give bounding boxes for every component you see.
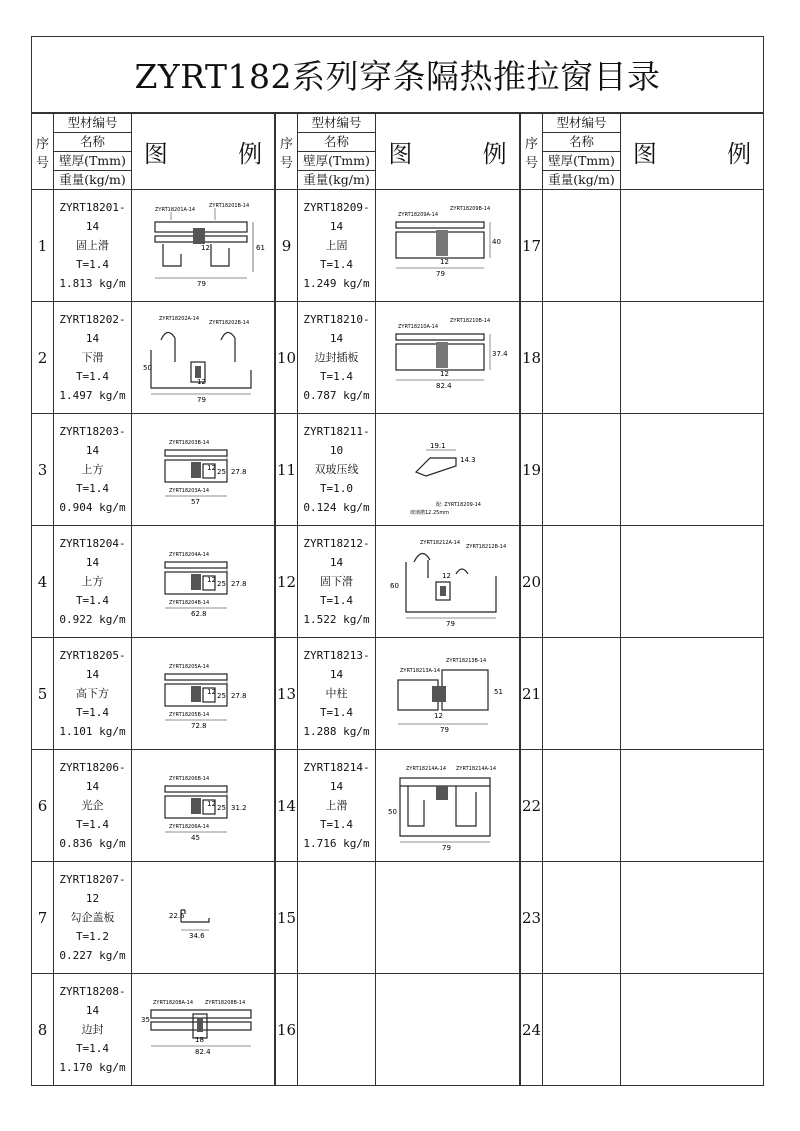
profile-drawing [141,422,265,518]
profile-name: 上滑 [325,799,348,812]
catalog-table [520,113,764,1086]
profile-figure [376,974,520,1086]
profile-thickness: T=1.4 [319,706,354,719]
row-number: 2 [32,302,54,414]
profile-thickness: T=1.2 [75,930,110,943]
header-weight: 重量(kg/m) [54,171,132,190]
profile-figure [621,526,764,638]
profile-weight: 1.170 kg/m [59,1061,126,1074]
fig-label: 27.8 [231,579,247,588]
profile-info [298,862,376,974]
table-row [32,526,275,638]
profile-info [54,190,132,302]
profile-figure [621,862,764,974]
profile-code: ZYRT18204-14 [59,537,126,569]
header-name: 名称 [298,133,376,152]
fig-label: 12 [439,369,449,378]
table-row [276,638,520,750]
fig-label: 12 [207,575,216,584]
profile-drawing [141,870,265,966]
profile-name: 中柱 [325,687,348,700]
profile-code: ZYRT18201-14 [59,201,126,233]
fig-label: 82.4 [435,381,452,390]
profile-weight: 1.522 kg/m [303,613,370,626]
fig-label: ZYRT18212A-14 [419,539,460,546]
fig-label: 玻璃槽12.25mm [409,509,449,516]
fig-label: ZYRT18212B-14 [465,543,506,550]
profile-figure [376,302,520,414]
profile-weight: 1.497 kg/m [59,389,126,402]
fig-label: 19.1 [429,441,446,450]
profile-drawing [386,198,510,294]
row-number: 9 [276,190,298,302]
fig-label: 25 [217,803,226,812]
profile-thickness: T=1.4 [319,370,354,383]
profile-figure [376,638,520,750]
profile-figure [621,974,764,1086]
fig-label: ZYRT18213A-14 [399,667,440,674]
fig-label: ZYRT18214A-14 [455,765,496,772]
table-row [521,862,764,974]
profile-thickness: T=1.4 [75,258,110,271]
row-number: 3 [32,414,54,526]
profile-figure [376,190,520,302]
table-row [521,974,764,1086]
profile-info [298,750,376,862]
profile-info [54,862,132,974]
profile-thickness: T=1.4 [75,482,110,495]
fig-label: ZYRT18210A-14 [397,323,438,330]
profile-name: 高下方 [76,687,109,700]
row-number: 19 [521,414,543,526]
table-row [276,862,520,974]
row-number: 8 [32,974,54,1086]
fig-label: 61 [256,243,265,252]
profile-info [543,862,621,974]
profile-figure [621,302,764,414]
profile-code: ZYRT18208-14 [59,985,126,1017]
fig-label: 79 [197,279,206,288]
table-row [521,750,764,862]
fig-label: 72.8 [191,721,207,730]
row-number: 12 [276,526,298,638]
header-seq: 序号 [276,114,298,190]
profile-name: 上方 [81,575,104,588]
profile-info [54,302,132,414]
table-row [32,414,275,526]
profile-figure [132,750,275,862]
fig-label: 25 [217,467,226,476]
table-row [32,750,275,862]
row-number: 16 [276,974,298,1086]
fig-label: 配: ZYRT18209-14 [435,501,481,508]
fig-label: ZYRT18210B-14 [449,317,490,324]
header-figure-b: 例 [482,140,507,168]
profile-thickness: T=1.4 [319,594,354,607]
profile-drawing [141,310,265,406]
profile-code: ZYRT18214-14 [303,761,370,793]
fig-label: 27.8 [231,691,247,700]
profile-info [543,190,621,302]
table-row [521,414,764,526]
profile-name: 固上滑 [76,239,109,252]
header-thickness: 壁厚(Tmm) [54,152,132,171]
header-name: 名称 [54,133,132,152]
fig-label: 12 [441,571,451,580]
fig-label: ZYRT18204A-14 [169,551,210,558]
row-number: 22 [521,750,543,862]
profile-drawing [141,982,265,1078]
profile-figure [132,302,275,414]
profile-weight: 0.227 kg/m [59,949,126,962]
table-row [521,302,764,414]
fig-label: ZYRT18209A-14 [397,211,438,218]
fig-label: ZYRT18203B-14 [169,439,210,446]
row-number: 20 [521,526,543,638]
profile-figure [621,414,764,526]
profile-info [298,190,376,302]
fig-label: 79 [197,395,206,404]
fig-label: ZYRT18208B-14 [205,999,246,1006]
fig-label: 60 [389,581,399,590]
header-figure-b: 例 [727,140,752,168]
profile-code: ZYRT18209-14 [303,201,370,233]
profile-figure [132,974,275,1086]
profile-name: 上固 [325,239,348,252]
profile-info [54,414,132,526]
profile-thickness: T=1.4 [75,706,110,719]
profile-info [543,302,621,414]
page-title: ZYRT182系列穿条隔热推拉窗目录 [31,36,764,113]
profile-weight: 1.101 kg/m [59,725,126,738]
table-row [32,974,275,1086]
profile-info [298,302,376,414]
profile-code: ZYRT18213-14 [303,649,370,681]
fig-label: ZYRT18206B-14 [169,775,210,782]
profile-code: ZYRT18211-10 [303,425,370,457]
row-number: 14 [276,750,298,862]
profile-weight: 0.787 kg/m [303,389,370,402]
profile-drawing [386,758,510,854]
table-row [32,862,275,974]
fig-label: ZYRT18206A-14 [169,823,210,830]
profile-figure [376,750,520,862]
profile-code: ZYRT18203-14 [59,425,126,457]
fig-label: 25 [217,579,226,588]
fig-label: 35 [141,1015,150,1024]
row-number: 24 [521,974,543,1086]
header-figure-b: 例 [238,140,263,168]
profile-weight: 0.836 kg/m [59,837,126,850]
profile-figure [132,526,275,638]
profile-name: 光企 [81,799,104,812]
row-number: 11 [276,414,298,526]
header-code: 型材编号 [298,114,376,133]
profile-info [298,414,376,526]
fig-label: 34.6 [189,931,205,940]
profile-figure [376,414,520,526]
header-code: 型材编号 [543,114,621,133]
fig-label: 25 [217,691,226,700]
profile-weight: 1.716 kg/m [303,837,370,850]
profile-thickness: T=1.0 [319,482,354,495]
profile-drawing [141,534,265,630]
fig-label: 12 [207,463,216,472]
fig-label: ZYRT18213B-14 [445,657,486,664]
fig-label: 12 [207,799,216,808]
fig-label: ZYRT18201B-14 [209,202,250,209]
profile-drawing [141,758,265,854]
row-number: 6 [32,750,54,862]
profile-code: ZYRT18207-12 [59,873,126,905]
profile-info [543,526,621,638]
profile-weight: 1.249 kg/m [303,277,370,290]
profile-name: 下滑 [81,351,104,364]
profile-name: 边封 [81,1023,104,1036]
profile-name: 勾企盖板 [70,911,115,924]
fig-label: 79 [445,619,455,628]
profile-figure [132,862,275,974]
profile-thickness: T=1.4 [319,258,354,271]
profile-weight: 0.904 kg/m [59,501,126,514]
profile-figure [132,414,275,526]
profile-info [54,526,132,638]
profile-figure [621,750,764,862]
fig-label: ZYRT18205A-14 [169,663,210,670]
row-number: 23 [521,862,543,974]
row-number: 10 [276,302,298,414]
profile-code: ZYRT18205-14 [59,649,126,681]
profile-code: ZYRT18202-14 [59,313,126,345]
row-number: 1 [32,190,54,302]
profile-figure [132,638,275,750]
header-figure [376,114,520,190]
fig-label: ZYRT18214A-14 [405,765,446,772]
profile-weight: 1.813 kg/m [59,277,126,290]
header-figure [621,114,764,190]
profile-code: ZYRT18206-14 [59,761,126,793]
table-row [32,638,275,750]
header-seq: 序号 [32,114,54,190]
profile-thickness: T=1.4 [75,594,110,607]
profile-name: 上方 [81,463,104,476]
table-row [521,638,764,750]
fig-label: 37.4 [491,349,508,358]
profile-code: ZYRT18210-14 [303,313,370,345]
catalog-table [31,113,275,1086]
header-figure [132,114,275,190]
profile-figure [376,862,520,974]
header-code: 型材编号 [54,114,132,133]
fig-label: ZYRT18209B-14 [449,205,490,212]
profile-code: ZYRT18212-14 [303,537,370,569]
profile-weight: 1.288 kg/m [303,725,370,738]
fig-label: 62.8 [191,609,207,618]
fig-label: 12 [201,243,210,252]
header-figure-a: 图 [632,140,657,168]
header-thickness: 壁厚(Tmm) [543,152,621,171]
table-row [276,414,520,526]
table-row [521,190,764,302]
fig-label: 12 [433,711,443,720]
fig-label: 79 [439,725,449,734]
header-name: 名称 [543,133,621,152]
fig-label: 31.2 [231,803,247,812]
fig-label: 12 [207,687,216,696]
profile-drawing [141,646,265,742]
fig-label: ZYRT18208A-14 [153,999,194,1006]
profile-info [543,638,621,750]
profile-info [298,638,376,750]
fig-label: 51 [493,687,503,696]
row-number: 21 [521,638,543,750]
header-figure-a: 图 [143,140,168,168]
row-number: 4 [32,526,54,638]
fig-label: 57 [191,497,200,506]
fig-label: ZYRT18203A-14 [169,487,210,494]
table-row [32,302,275,414]
fig-label: 79 [435,269,445,278]
header-figure-a: 图 [388,140,413,168]
profile-drawing [141,198,265,294]
row-number: 15 [276,862,298,974]
profile-info [298,526,376,638]
fig-label: 12 [197,377,206,386]
row-number: 18 [521,302,543,414]
table-row [276,190,520,302]
header-weight: 重量(kg/m) [298,171,376,190]
fig-label: 45 [191,833,200,842]
table-row [32,190,275,302]
table-row [276,974,520,1086]
row-number: 7 [32,862,54,974]
fig-label: 18 [195,1035,204,1044]
fig-label: ZYRT18201A-14 [155,206,196,213]
profile-info [54,974,132,1086]
profile-figure [621,190,764,302]
header-thickness: 壁厚(Tmm) [298,152,376,171]
profile-thickness: T=1.4 [75,1042,110,1055]
profile-figure [376,526,520,638]
profile-figure [621,638,764,750]
profile-info [543,974,621,1086]
fig-label: 40 [491,237,501,246]
fig-label: 14.3 [459,455,476,464]
fig-label: 50 [387,807,397,816]
profile-name: 边封插板 [314,351,359,364]
profile-drawing [386,310,510,406]
profile-thickness: T=1.4 [75,370,110,383]
profile-drawing [386,646,510,742]
profile-name: 双玻压线 [314,463,359,476]
fig-label: 82.4 [195,1047,211,1056]
table-row [276,302,520,414]
profile-thickness: T=1.4 [75,818,110,831]
profile-name: 固下滑 [320,575,353,588]
fig-label: 12 [439,257,449,266]
profile-thickness: T=1.4 [319,818,354,831]
profile-drawing [386,534,510,630]
profile-info [54,750,132,862]
profile-figure [132,190,275,302]
profile-weight: 0.922 kg/m [59,613,126,626]
fig-label: ZYRT18204B-14 [169,599,210,606]
profile-info [54,638,132,750]
fig-label: 79 [441,843,451,852]
profile-drawing [386,422,510,518]
profile-info [543,414,621,526]
table-row [276,526,520,638]
fig-label: 27.8 [231,467,247,476]
fig-label: ZYRT18205B-14 [169,711,210,718]
row-number: 5 [32,638,54,750]
table-row [521,526,764,638]
fig-label: ZYRT18202B-14 [209,319,250,326]
profile-weight: 0.124 kg/m [303,501,370,514]
row-number: 17 [521,190,543,302]
fig-label: 22.6 [169,911,185,920]
header-weight: 重量(kg/m) [543,171,621,190]
fig-label: 50 [143,363,152,372]
catalog-panel-3 [520,113,764,1086]
fig-label: ZYRT18202A-14 [159,315,200,322]
profile-info [543,750,621,862]
header-seq: 序号 [521,114,543,190]
table-row [276,750,520,862]
row-number: 13 [276,638,298,750]
catalog-panel-1 [31,113,275,1086]
catalog-panel-2 [275,113,520,1086]
profile-info [298,974,376,1086]
catalog-table [275,113,520,1086]
